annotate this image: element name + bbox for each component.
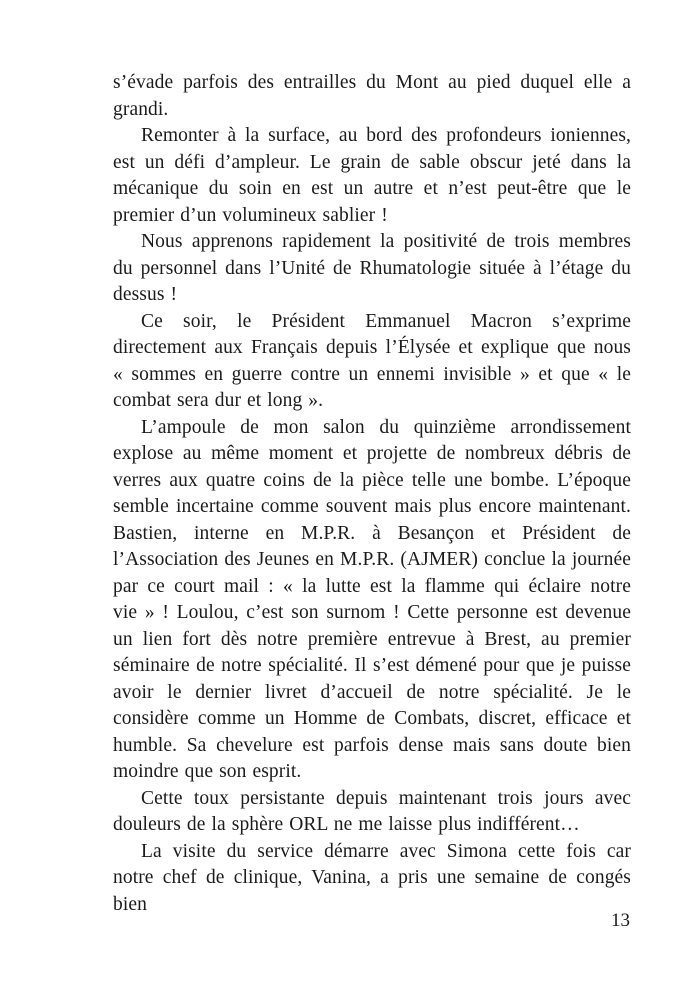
paragraph: La visite du service démarre avec Simona cette fois car notre chef de clinique, Vanina, a pris une semaine de congés bien [113, 840, 631, 915]
page-number: 13 [611, 910, 630, 931]
paragraph: Remonter à la surface, au bord des profondeurs ioniennes, est un défi d’ampleur. Le grain de sable obscur jeté dans la mécanique du soin en est un autre et n’est peut-être que le premier d’un volumineux sablier ! [113, 125, 631, 226]
paragraph: Cette toux persistante depuis maintenant trois jours avec douleurs de la sphère ORL ne me laisse plus indifférent… [113, 787, 631, 835]
paragraph: Nous apprenons rapidement la positivité de trois membres du personnel dans l’Unité de Rhumatologie située à l’étage du dessus ! [113, 231, 631, 305]
paragraph-continuation: s’évade parfois des entrailles du Mont au pied duquel elle a grandi. [113, 72, 631, 120]
paragraph: Ce soir, le Président Emmanuel Macron s’exprime directement aux Français depuis l’Élysée et explique que nous « sommes en guerre contre un ennemi invisible » et que « le combat sera dur et long ». [113, 310, 631, 411]
page-text [113, 70, 631, 918]
paragraph: L’ampoule de mon salon du quinzième arrondissement explose au même moment et projette de nombreux débris de verres aux quatre coins de la pièce telle une bombe. L’époque semble incertaine comme souvent mais plus encore maintenant. Bastien, interne en M.P.R. à Besançon et Président de l’Association des Jeunes en M.P.R. (AJMER) conclue la journée par ce court mail : « la lutte est la flamme qui éclaire notre vie » ! Loulou, c’est son surnom ! Cette personne est devenue un lien fort dès notre première entrevue à Brest, au premier séminaire de notre spécialité. Il s’est démené pour que je puisse avoir le dernier livret d’accueil de notre spécialité. Je le considère comme un Homme de Combats, discret, efficace et humble. Sa chevelure est parfois dense mais sans doute bien moindre que son esprit. [113, 416, 631, 782]
